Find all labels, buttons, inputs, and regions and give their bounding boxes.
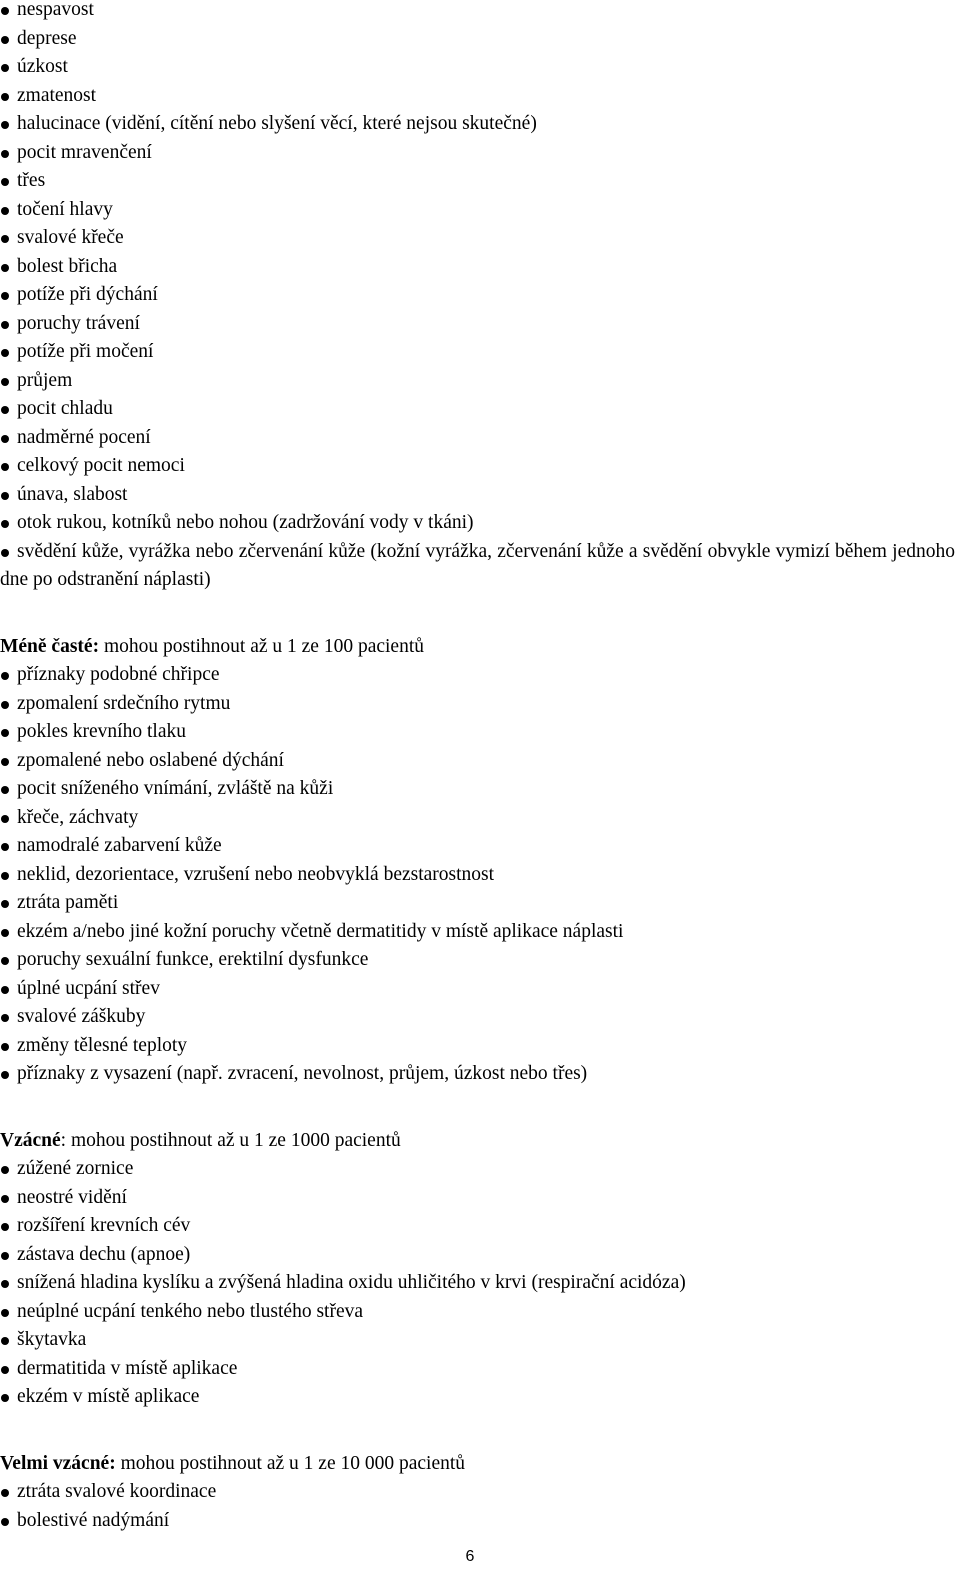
bullet-icon	[1, 729, 9, 737]
list-item: křeče, záchvaty	[0, 804, 960, 833]
bullet-icon	[1, 1071, 9, 1079]
bullet-icon	[1, 1518, 9, 1526]
list-item: rozšíření krevních cév	[0, 1212, 960, 1241]
list-item: úzkost	[0, 53, 960, 82]
bullet-icon	[1, 406, 9, 414]
bullet-icon	[1, 1043, 9, 1051]
list-item: dermatitida v místě aplikace	[0, 1355, 960, 1384]
bullet-icon	[1, 378, 9, 386]
bullet-icon	[1, 1337, 9, 1345]
list-item: bolest břicha	[0, 253, 960, 282]
list-item: neostré vidění	[0, 1184, 960, 1213]
bullet-icon	[1, 178, 9, 186]
list-item: zpomalené nebo oslabené dýchání	[0, 747, 960, 776]
bullet-icon	[1, 435, 9, 443]
list-item: úplné ucpání střev	[0, 975, 960, 1004]
bullet-icon	[1, 872, 9, 880]
bullet-icon	[1, 1014, 9, 1022]
list-item: pocit sníženého vnímání, zvláště na kůži	[0, 775, 960, 804]
list-item: bolestivé nadýmání	[0, 1507, 960, 1536]
list-item: snížená hladina kyslíku a zvýšená hladina oxidu uhličitého v krvi (respirační acidóza)	[0, 1269, 960, 1298]
list-item: zástava dechu (apnoe)	[0, 1241, 960, 1270]
bullet-icon	[1, 1394, 9, 1402]
very-rare-label: Velmi vzácné:	[0, 1452, 116, 1474]
bullet-icon	[1, 549, 9, 557]
bullet-icon	[1, 1252, 9, 1260]
bullet-icon	[1, 264, 9, 272]
list-item: zmatenost	[0, 82, 960, 111]
uncommon-heading	[0, 633, 960, 662]
list-item: svědění kůže, vyrážka nebo zčervenání kůže (kožní vyrážka, zčervenání kůže a svědění obvykle vymizí během jednoho dne po odstranění náplasti)	[0, 540, 955, 590]
bullet-icon	[1, 463, 9, 471]
bullet-icon	[1, 36, 9, 44]
bullet-icon	[1, 150, 9, 158]
list-item: škytavka	[0, 1326, 960, 1355]
very-rare-frequency: mohou postihnout až u 1 ze 10 000 pacientů	[115, 1452, 466, 1474]
bullet-icon	[1, 957, 9, 965]
bullet-icon	[1, 520, 9, 528]
list-item: ekzém a/nebo jiné kožní poruchy včetně dermatitidy v místě aplikace náplasti	[0, 918, 960, 947]
list-item: deprese	[0, 25, 960, 54]
bullet-icon	[1, 93, 9, 101]
list-item: ekzém v místě aplikace	[0, 1383, 960, 1412]
uncommon-frequency: mohou postihnout až u 1 ze 100 pacientů	[99, 635, 425, 657]
list-item: pocit mravenčení	[0, 139, 960, 168]
list-item: změny tělesné teploty	[0, 1032, 960, 1061]
very-rare-side-effects-list	[0, 1478, 960, 1535]
uncommon-label: Méně časté:	[0, 635, 100, 657]
list-item: svalové záškuby	[0, 1003, 960, 1032]
bullet-icon	[1, 758, 9, 766]
list-item: příznaky z vysazení (např. zvracení, nevolnost, průjem, úzkost nebo třes)	[0, 1060, 960, 1089]
list-item: potíže při dýchání	[0, 281, 960, 310]
list-item: pocit chladu	[0, 395, 960, 424]
list-item: nespavost	[0, 0, 960, 25]
bullet-icon	[1, 815, 9, 823]
list-item: třes	[0, 167, 960, 196]
rare-frequency: : mohou postihnout až u 1 ze 1000 pacientů	[60, 1129, 401, 1151]
bullet-icon	[1, 1489, 9, 1497]
bullet-icon	[1, 701, 9, 709]
list-item: otok rukou, kotníků nebo nohou (zadržování vody v tkáni)	[0, 509, 960, 538]
list-item: poruchy trávení	[0, 310, 960, 339]
list-item: pokles krevního tlaku	[0, 718, 960, 747]
list-item: halucinace (vidění, cítění nebo slyšení věcí, které nejsou skutečné)	[0, 110, 960, 139]
rare-side-effects-list	[0, 1155, 960, 1412]
bullet-icon	[1, 349, 9, 357]
bullet-icon	[1, 900, 9, 908]
bullet-icon	[1, 1309, 9, 1317]
bullet-icon	[1, 321, 9, 329]
list-item: neklid, dezorientace, vzrušení nebo neobvyklá bezstarostnost	[0, 861, 960, 890]
bullet-icon	[1, 786, 9, 794]
list-item: příznaky podobné chřipce	[0, 661, 960, 690]
list-item: potíže při močení	[0, 338, 960, 367]
bullet-icon	[1, 292, 9, 300]
list-item: celkový pocit nemoci	[0, 452, 960, 481]
very-rare-heading	[0, 1450, 960, 1479]
list-item: zpomalení srdečního rytmu	[0, 690, 960, 719]
bullet-icon	[1, 929, 9, 937]
list-item: zúžené zornice	[0, 1155, 960, 1184]
bullet-icon	[1, 1166, 9, 1174]
bullet-icon	[1, 235, 9, 243]
list-item: únava, slabost	[0, 481, 960, 510]
page-number: 6	[465, 1548, 475, 1565]
list-item: točení hlavy	[0, 196, 960, 225]
bullet-icon	[1, 986, 9, 994]
bullet-icon	[1, 64, 9, 72]
bullet-icon	[1, 492, 9, 500]
rare-heading	[0, 1127, 960, 1156]
bullet-icon	[1, 1195, 9, 1203]
list-item: ztráta paměti	[0, 889, 960, 918]
list-item: namodralé zabarvení kůže	[0, 832, 960, 861]
uncommon-side-effects-list	[0, 661, 960, 1089]
list-item: ztráta svalové koordinace	[0, 1478, 960, 1507]
common-side-effects-list	[0, 0, 960, 595]
bullet-icon	[1, 207, 9, 215]
rare-label: Vzácné	[0, 1129, 61, 1151]
bullet-icon	[1, 1223, 9, 1231]
bullet-icon	[1, 121, 9, 129]
list-item: svalové křeče	[0, 224, 960, 253]
list-item: poruchy sexuální funkce, erektilní dysfunkce	[0, 946, 960, 975]
bullet-icon	[1, 1366, 9, 1374]
list-item: neúplné ucpání tenkého nebo tlustého střeva	[0, 1298, 960, 1327]
list-item: průjem	[0, 367, 960, 396]
bullet-icon	[1, 1280, 9, 1288]
bullet-icon	[1, 672, 9, 680]
bullet-icon	[1, 843, 9, 851]
bullet-icon	[1, 7, 9, 15]
list-item: nadměrné pocení	[0, 424, 960, 453]
